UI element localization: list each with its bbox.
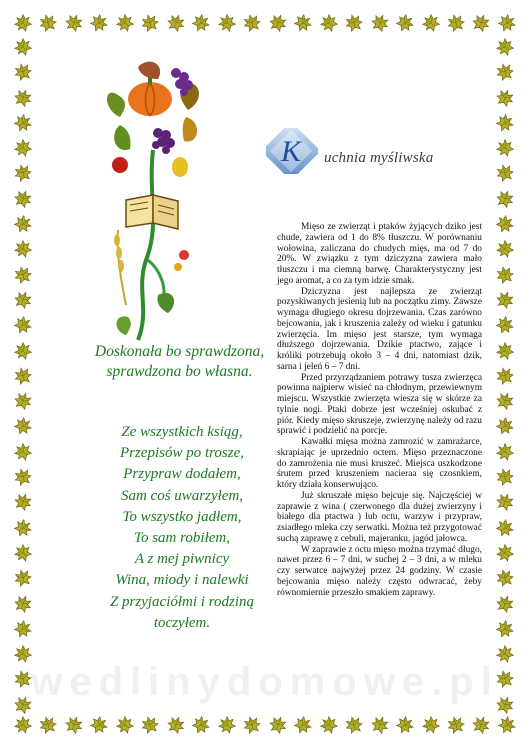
maple-leaf-icon [496, 63, 514, 81]
maple-leaf-icon [320, 14, 338, 32]
maple-leaf-icon [167, 14, 185, 32]
maple-leaf-icon [496, 139, 514, 157]
maple-leaf-icon [447, 14, 465, 32]
maple-leaf-icon [496, 367, 514, 385]
maple-leaf-icon [14, 595, 32, 613]
maple-leaf-icon [496, 291, 514, 309]
poem-line: Sam coś uwarzyłem, [120, 487, 244, 504]
maple-leaf-icon [496, 620, 514, 638]
maple-leaf-icon [447, 716, 465, 734]
maple-leaf-icon [14, 519, 32, 537]
maple-leaf-icon [498, 14, 516, 32]
maple-leaf-icon [39, 716, 57, 734]
maple-leaf-icon [65, 716, 83, 734]
maple-leaf-icon [14, 468, 32, 486]
maple-leaf-icon [14, 569, 32, 587]
maple-leaf-icon [14, 417, 32, 435]
maple-leaf-icon [14, 89, 32, 107]
poem-line: To sam robiłem, [134, 530, 230, 547]
maple-leaf-icon [496, 569, 514, 587]
maple-leaf-icon [14, 316, 32, 334]
maple-leaf-icon [14, 38, 32, 56]
maple-leaf-icon [396, 14, 414, 32]
maple-leaf-icon [14, 443, 32, 461]
harvest-illustration [98, 55, 208, 345]
maple-leaf-icon [496, 190, 514, 208]
maple-leaf-icon [14, 63, 32, 81]
maple-leaf-icon [141, 716, 159, 734]
maple-leaf-icon [218, 716, 236, 734]
maple-leaf-icon [14, 240, 32, 258]
maple-leaf-icon [320, 716, 338, 734]
maple-leaf-icon [192, 14, 210, 32]
poem-line: A z mej piwnicy [134, 551, 230, 568]
article-paragraph: Kawałki mięsa można zamrozić w zamrażarce, skrapiając je uprzednio octem. Mięso przeznaczone do zamrożenia nie musi kruszeć. Miejsca uszkodzone śrutem przed kruszeniem nacieraа się czosnkiem, który działa konserwująco. [277, 437, 482, 490]
maple-leaf-icon [192, 716, 210, 734]
maple-leaf-icon [116, 14, 134, 32]
section-heading [266, 128, 466, 174]
maple-leaf-icon [14, 114, 32, 132]
leaf-border-bottom [14, 716, 516, 736]
maple-leaf-icon [14, 342, 32, 360]
maple-leaf-icon [496, 89, 514, 107]
maple-leaf-icon [14, 14, 32, 32]
maple-leaf-icon [39, 14, 57, 32]
watermark: wedlinydomowe.pl [31, 660, 499, 704]
maple-leaf-icon [14, 367, 32, 385]
maple-leaf-icon [496, 519, 514, 537]
maple-leaf-icon [496, 38, 514, 56]
maple-leaf-icon [496, 493, 514, 511]
article-body [277, 222, 482, 598]
maple-leaf-icon [496, 417, 514, 435]
maple-leaf-icon [14, 215, 32, 233]
maple-leaf-icon [496, 266, 514, 284]
poem-line: To wszystko jadłem, [122, 508, 242, 525]
maple-leaf-icon [14, 544, 32, 562]
maple-leaf-icon [90, 14, 108, 32]
poem-line: Ze wszystkich ksiąg, [121, 424, 243, 440]
maple-leaf-icon [243, 14, 261, 32]
maple-leaf-icon [65, 14, 83, 32]
maple-leaf-icon [218, 14, 236, 32]
leaf-border-left [14, 38, 34, 714]
maple-leaf-icon [14, 190, 32, 208]
maple-leaf-icon [371, 716, 389, 734]
poem-line: Przepisów po trosze, [119, 445, 245, 462]
maple-leaf-icon [496, 595, 514, 613]
heading-text: uchnia myśliwska [324, 150, 434, 166]
maple-leaf-icon [14, 392, 32, 410]
article-paragraph: Już skruszałe mięso bejcuje się. Najczęściej w zaprawie z wina ( czerwonego dla dużej zwierzyny i białego dla ptactwa ) lub octu, warzyw i przypraw, zsiadłego mleka czy serwatki. Można też przygotować suchą zaprawę z cebuli, majeranku, jagód jałowca. [277, 490, 482, 544]
maple-leaf-icon [269, 716, 287, 734]
leaf-border-top [14, 14, 516, 34]
motto-line: Doskonała bo sprawdzona, [94, 343, 265, 360]
maple-leaf-icon [294, 716, 312, 734]
maple-leaf-icon [14, 164, 32, 182]
maple-leaf-icon [496, 316, 514, 334]
poem-line: Przypraw dodałem, [123, 466, 241, 483]
maple-leaf-icon [496, 342, 514, 360]
maple-leaf-icon [496, 164, 514, 182]
leaf-border-right [496, 38, 516, 714]
maple-leaf-icon [141, 14, 159, 32]
maple-leaf-icon [496, 114, 514, 132]
maple-leaf-icon [345, 716, 363, 734]
maple-leaf-icon [14, 493, 32, 511]
maple-leaf-icon [496, 544, 514, 562]
maple-leaf-icon [243, 716, 261, 734]
maple-leaf-icon [90, 716, 108, 734]
maple-leaf-icon [496, 468, 514, 486]
maple-leaf-icon [269, 14, 287, 32]
maple-leaf-icon [396, 716, 414, 734]
maple-leaf-icon [345, 14, 363, 32]
poem [72, 422, 292, 634]
maple-leaf-icon [371, 14, 389, 32]
maple-leaf-icon [116, 716, 134, 734]
maple-leaf-icon [472, 14, 490, 32]
maple-leaf-icon [422, 14, 440, 32]
maple-leaf-icon [472, 716, 490, 734]
maple-leaf-icon [498, 716, 516, 734]
article-paragraph: W zaprawie z octu mięso można trzymać długo, nawet przez 6 – 7 dni, w suchej 2 – 3 dni, a w mleku czy serwatce najwyżej przez 24 godziny. W czasie bejcowania mięso należy często odwracać, żeby równomiernie przeszło smakiem zaprawy. [277, 544, 482, 598]
maple-leaf-icon [422, 716, 440, 734]
maple-leaf-icon [14, 716, 32, 734]
maple-leaf-icon [496, 215, 514, 233]
maple-leaf-icon [496, 443, 514, 461]
article-paragraph: Przed przyrządzaniem potrawy tusza zwierzęca powinna najpierw wisieć na chłodnym, przewiewnym miejscu. Wszystkie zwierzęta wiesza się w skórze za tylnie nogi. Ptaki dobrze jest wcześniej oskubać z piór. Kiedy mięso skruszeje, zwierzynę należy od razu sprawić i podzielić na porcje. [277, 372, 482, 437]
motto-line: sprawdzona bo własna. [106, 363, 253, 380]
poem-line: Z przyjaciółmi i rodziną [109, 593, 255, 610]
maple-leaf-icon [14, 291, 32, 309]
article-paragraph: Mięso ze zwierząt i ptaków żyjących dziko jest chude, zawiera od 1 do 8% tłuszczu. W porównaniu wołowina, zaliczana do chudych mięs, ma od 7 do 20%. W związku z tym dziczyzna zawiera mało tłuszczu i ma ciemną barwę. Charakterystyczny jest jego aromat, a co za tym idzie smak. [277, 222, 482, 286]
maple-leaf-icon [14, 139, 32, 157]
maple-leaf-icon [496, 392, 514, 410]
motto [62, 342, 297, 382]
maple-leaf-icon [14, 620, 32, 638]
maple-leaf-icon [167, 716, 185, 734]
maple-leaf-icon [496, 240, 514, 258]
article-paragraph: Dziczyzna jest najlepsza ze zwierząt pozyskiwanych jesienią lub na początku zimy. Zawsze wymaga długiego okresu dojrzewania. Czas zarówno bejcowania, jak i kruszenia zależy od wieku i gatunku zwierzęcia. Im mięso jest starsze, tym wymaga dłuższego dojrzewania. Dzikie ptactwo, zające i króliki potrzebują około 3 – 4 dni, natomiast dzik, sarna i jeleń 6 – 7 dni. [277, 286, 482, 372]
heading-logo-letter: K [280, 135, 302, 168]
maple-leaf-icon [294, 14, 312, 32]
maple-leaf-icon [14, 266, 32, 284]
heading-logo-icon [266, 128, 318, 174]
poem-line: Wina, miody i nalewki [115, 572, 249, 589]
poem-line: toczyłem. [153, 614, 211, 631]
